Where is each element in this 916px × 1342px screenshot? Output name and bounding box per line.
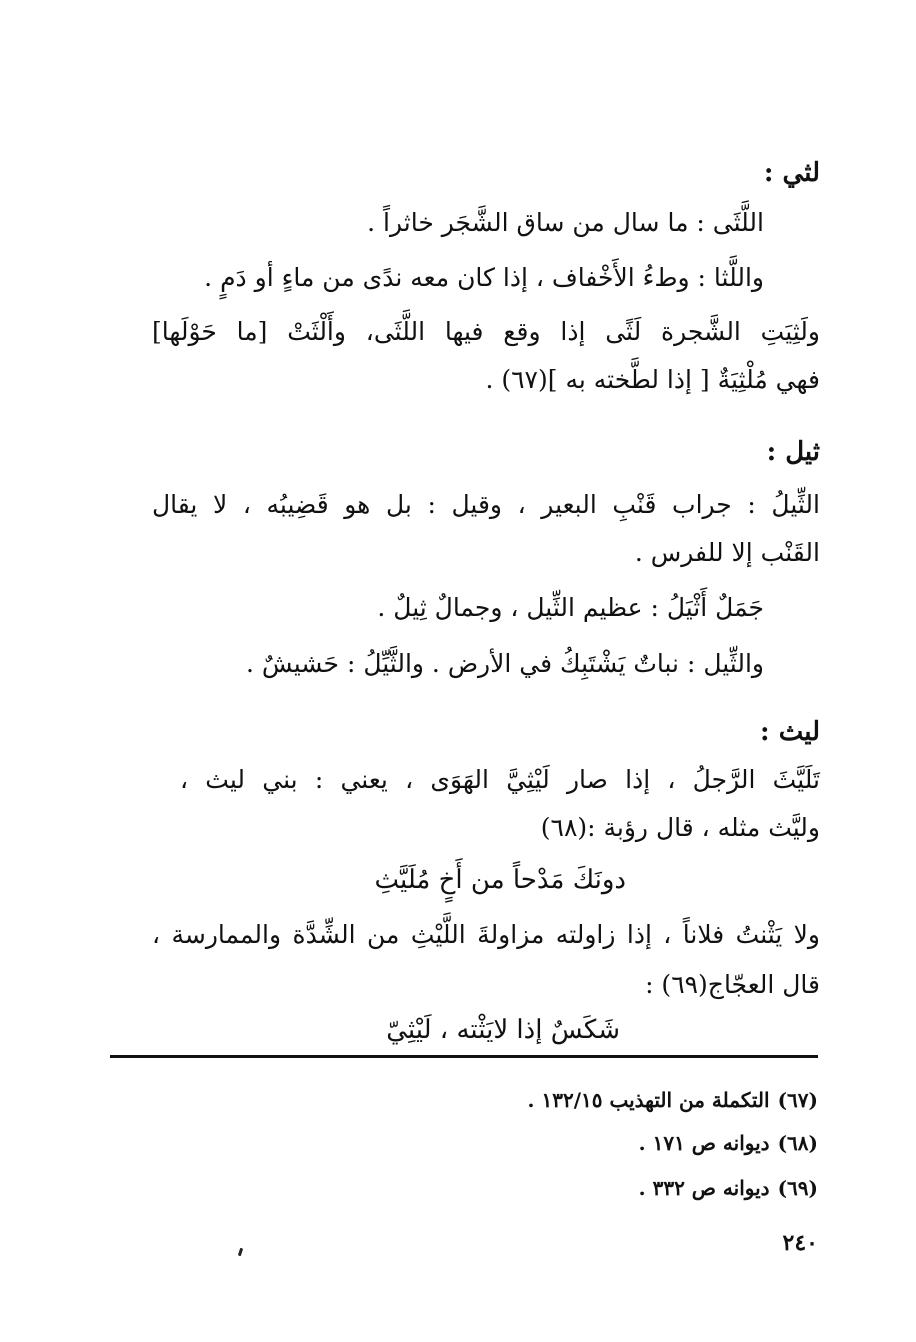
text-line: القَنْب إلا للفرس . <box>634 538 820 567</box>
verse-line: دونَكَ مَدْحاً من أَخٍ مُلَيَّثِ <box>374 865 626 895</box>
text-line: جَمَلٌ أَثْيَلُ : عظيم الثِّيل ، وجمالٌ ثِيلٌ . <box>377 593 764 622</box>
text-line: وليَّث مثله ، قال رؤبة :(٦٨) <box>540 813 820 842</box>
footnote <box>639 1128 818 1158</box>
footnote-divider <box>110 1055 818 1058</box>
ink-speck <box>238 1248 243 1257</box>
page-number: ٢٤٠ <box>782 1230 818 1256</box>
entry-heading-thayl: ثيل : <box>766 437 820 467</box>
footnote-text: ديوانه ص ٣٣٢ . <box>638 1176 770 1200</box>
footnote-text: التكملة من التهذيب ١٣٢/١٥ . <box>527 1088 770 1112</box>
verse-line: شَكَسٌ إذا لايَثْته ، لَيْثِيّ <box>386 1015 620 1045</box>
footnote <box>639 1173 818 1203</box>
footnote-number: (٦٨) <box>777 1131 818 1155</box>
text-line: ولا يَثْنتُ فلاناً ، إذا زاولته مزاولةَ اللَّيْثِ من الشِّدَّة والممارسة ، <box>152 920 820 949</box>
entry-heading-layth: ليث : <box>760 717 820 747</box>
footnote-number: (٦٩) <box>777 1176 818 1200</box>
footnote-number: (٦٧) <box>777 1088 818 1112</box>
text-line: اللَّثَى : ما سال من ساق الشَّجَر خاثراً . <box>367 208 764 237</box>
footnote-text: ديوانه ص ١٧١ . <box>638 1131 770 1155</box>
text-line: فهي مُلْثِيَةٌ [ إذا لطَّخته به ](٦٧) . <box>485 365 820 394</box>
text-line: الثِّيلُ : جراب قَنْبِ البعير ، وقيل : بل هو قَضِيبُه ، لا يقال <box>152 490 820 519</box>
text-line: والثِّيل : نباتٌ يَشْتَبِكُ في الأرض . والثَّيِّلُ : حَشيشٌ . <box>245 649 764 678</box>
text-line: تَلَيَّثَ الرَّجلُ ، إذا صار لَيْثِيَّ الهَوَى ، يعني : بني ليث ، <box>180 765 820 794</box>
text-line: ولَثِيَتِ الشَّجرة لَثًى إذا وقع فيها اللَّثَى، وأَلْثَتْ [ما حَوْلَها] <box>152 317 820 346</box>
entry-heading-lathi: لثي : <box>763 158 820 188</box>
text-line: قال العجّاج(٦٩) : <box>645 970 820 999</box>
footnote <box>528 1085 818 1115</box>
text-line: واللَّثا : وطءُ الأَخْفاف ، إذا كان معه ندًى من ماءٍ أو دَمٍ . <box>204 263 764 292</box>
